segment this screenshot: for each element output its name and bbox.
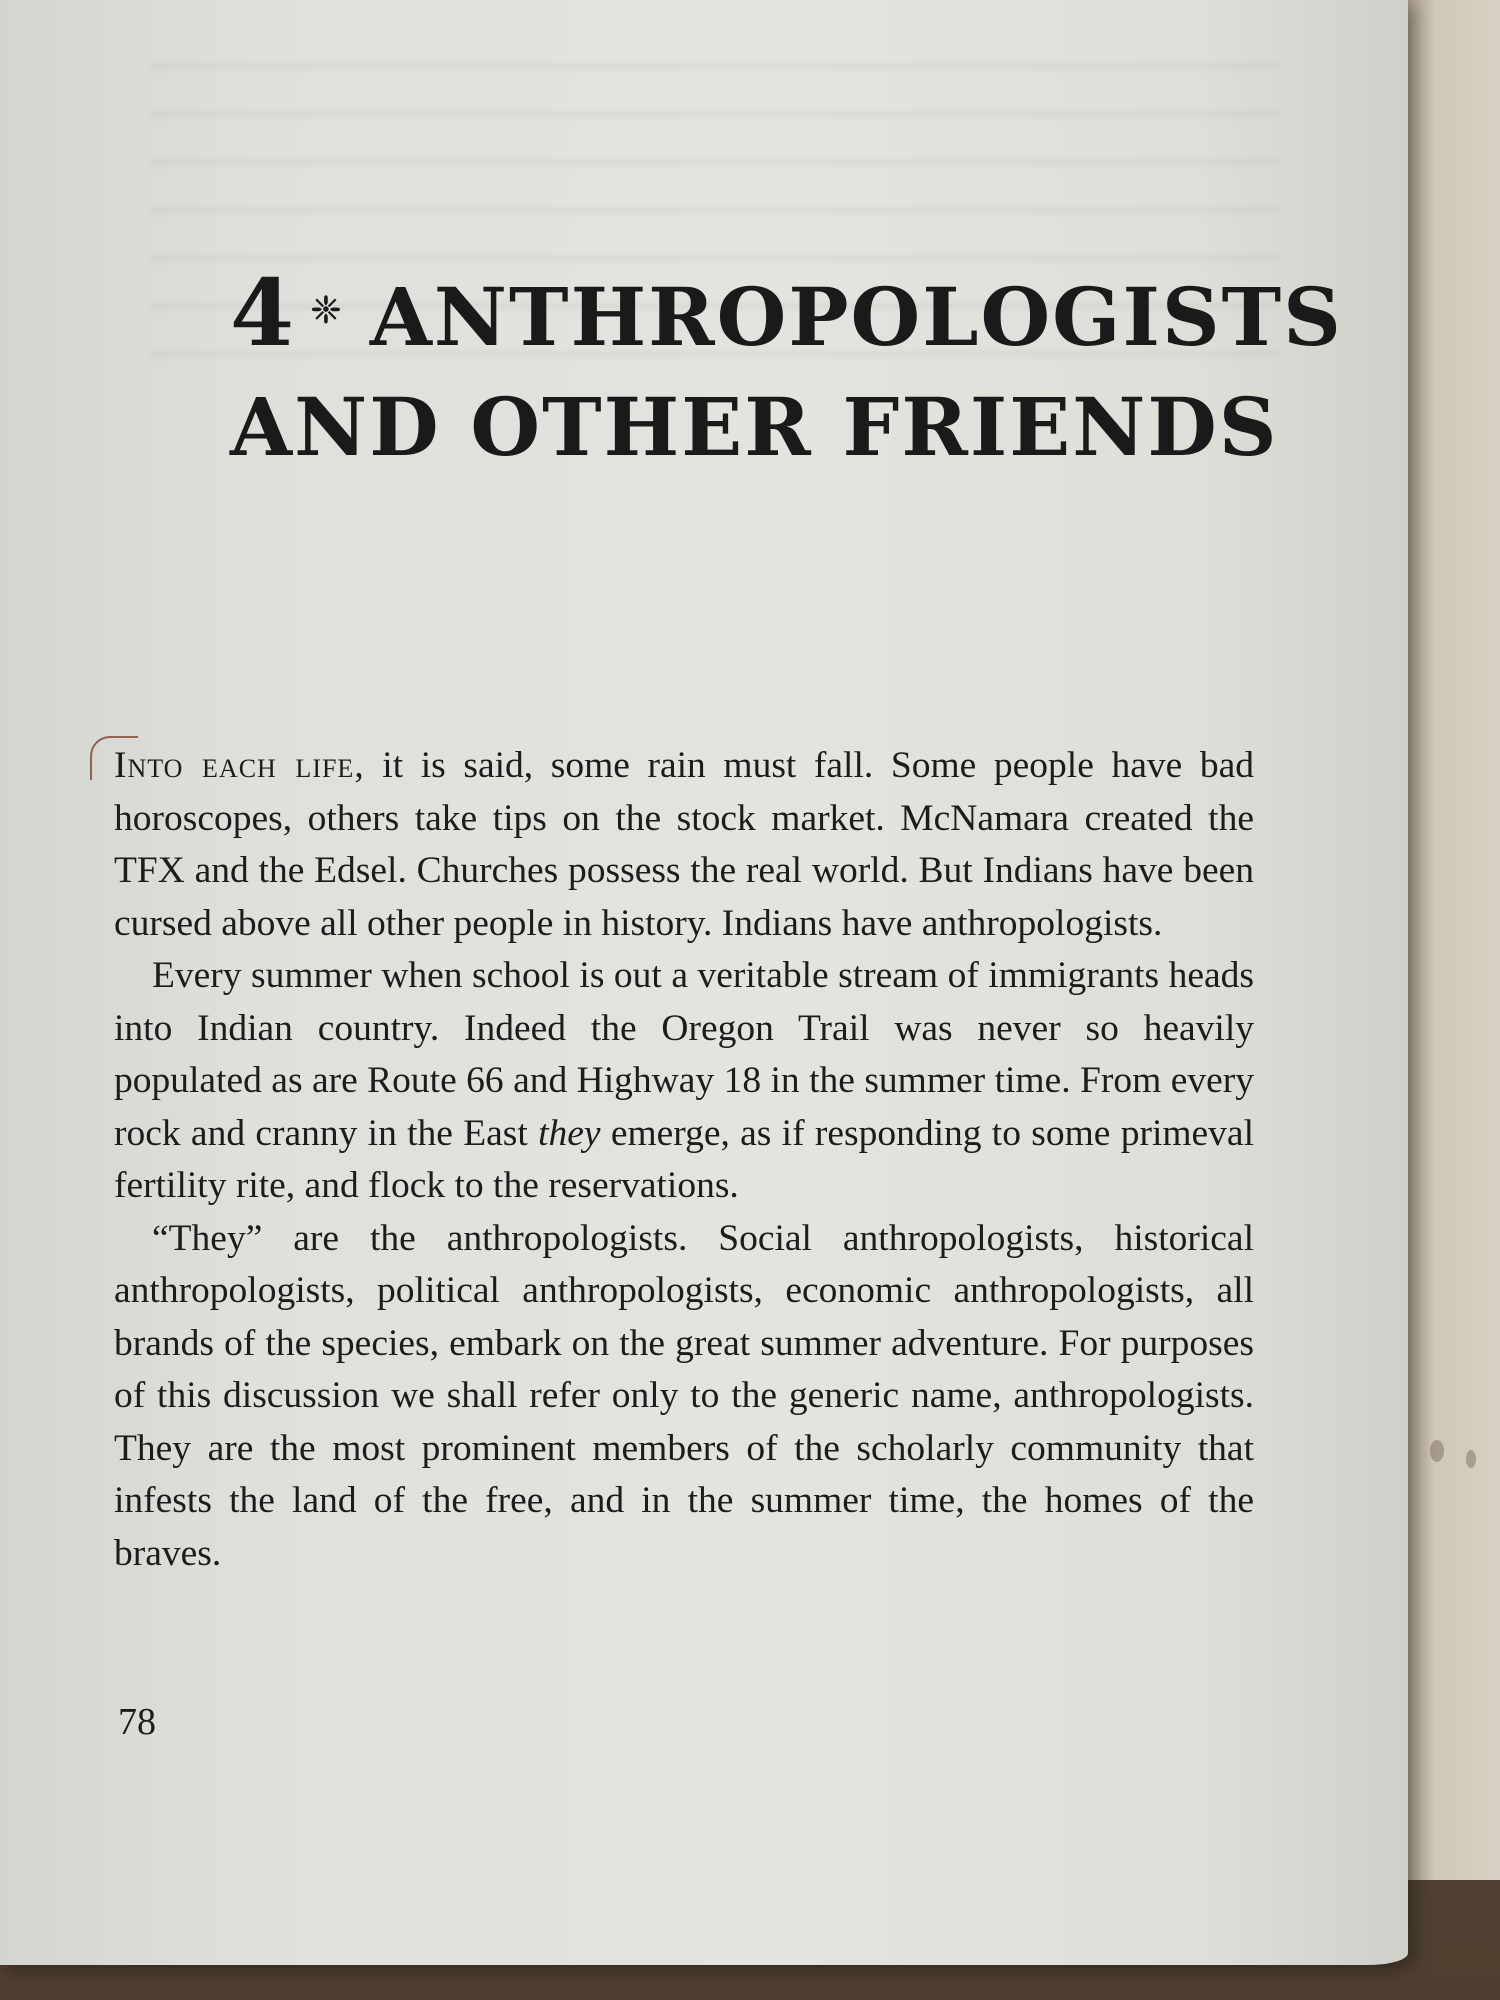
chapter-heading-line-1 [230,255,1343,372]
chapter-title-line-1: ANTHROPOLOGISTS [369,270,1343,364]
page-stain [1466,1450,1476,1468]
opening-smallcaps: Into each life, [114,745,365,786]
body-text [114,740,1254,1580]
paragraph-1 [114,740,1254,950]
ornament-icon: ❈ [310,288,344,332]
paragraph-2-italic: they [538,1112,601,1154]
paragraph-2-text-a: Every summer when school is out a veritable stream of immigrants heads into Indian country. Indeed the Oregon Trail was never so heavily populated as are Route 66 and Highway 18 in the summer time. From every rock and cranny in the East [114,955,1254,1154]
paragraph-1-text: it is said, some rain must fall. Some people have bad horoscopes, others take tips on the stock market. McNamara created the TFX and the Edsel. Churches possess the real world. But Indians have been cursed above all other people in history. Indians have anthropologists. [114,745,1254,944]
chapter-number: 4 [230,259,297,367]
paragraph-2-text-b: emerge, as if responding to some primeval fertility rite, and flock to the reservations. [114,1112,1254,1206]
paragraph-3: “They” are the anthropologists. Social anthropologists, historical anthropologists, political anthropologists, economic anthropologists, all brands of the species, embark on the great summer adventure. For purposes of this discussion we shall refer only to the generic name, anthropologists. They are the most prominent members of the scholarly community that infests the land of the free, and in the summer time, the homes of the braves. [114,1217,1254,1574]
chapter-heading [230,255,1343,482]
paragraph-2 [114,950,1254,1213]
page-stain [1430,1440,1444,1462]
chapter-title-line-2: AND OTHER FRIENDS [230,380,1279,474]
page-number: 78 [118,1701,156,1743]
adjacent-page-edge [1408,0,1500,1880]
